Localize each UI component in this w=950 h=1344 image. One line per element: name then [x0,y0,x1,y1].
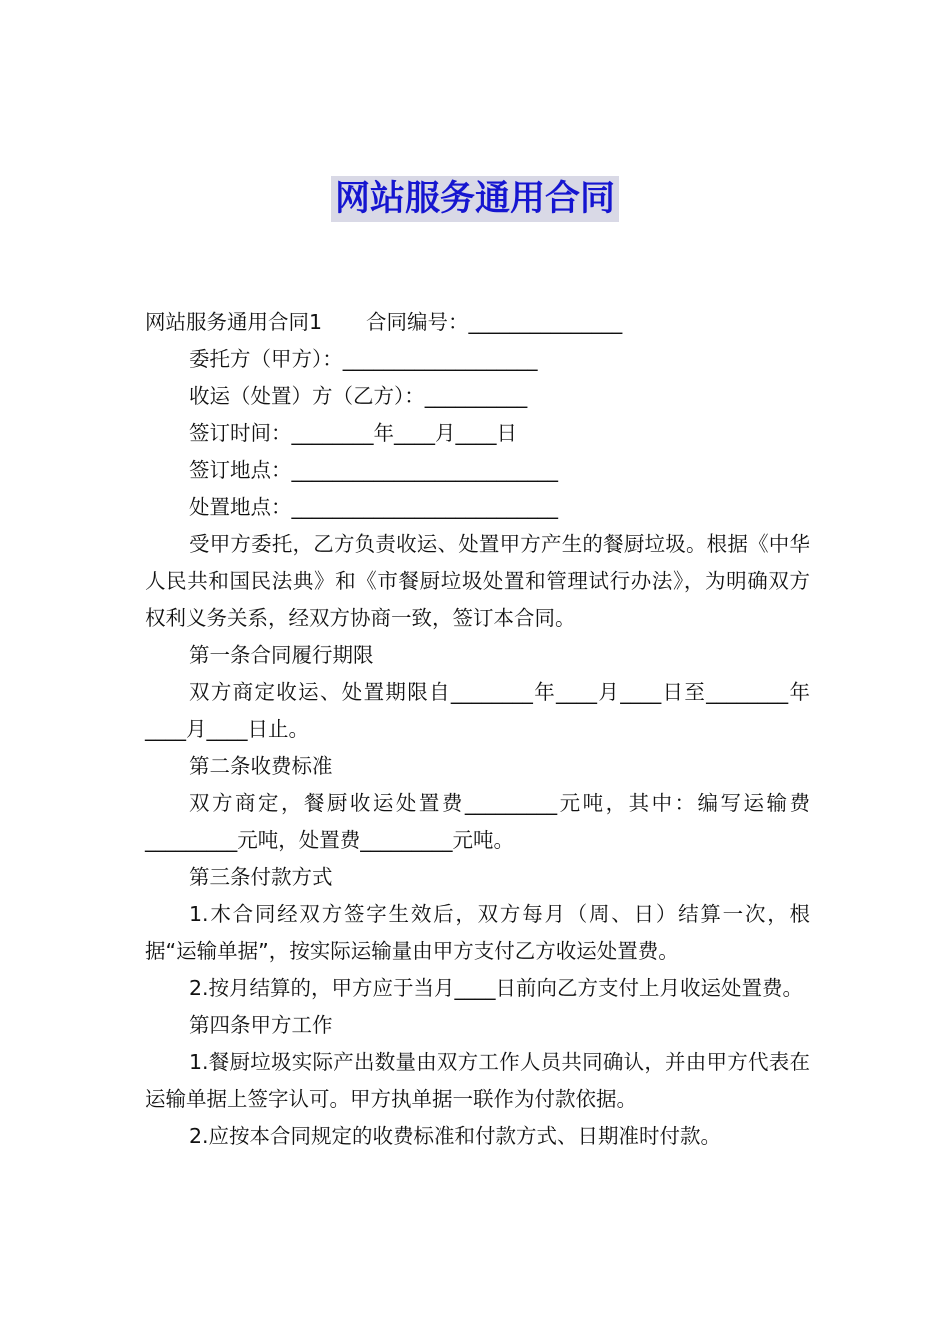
signing-place-field: 签订地点：__________________________ [189,458,558,482]
section-heading: 第一条合同履行期限 [189,643,374,667]
section-heading: 第二条收费标准 [189,754,333,778]
document-body [145,304,810,1155]
header-line [145,304,810,341]
section-paragraph: 1.餐厨垃圾实际产出数量由双方工作人员共同确认，并由甲方代表在运输单据上签字认可。甲方执单据一联作为付款依据。 [145,1050,810,1111]
section-heading: 第四条甲方工作 [189,1013,333,1037]
contract-number-field: 合同编号：_______________ [366,310,623,334]
disposal-place-field: 处置地点：__________________________ [189,495,558,519]
section-paragraph: 双方商定收运、处置期限自________年____月____日至________年____月____日止。 [145,680,810,741]
section-paragraph: 双方商定，餐厨收运处置费_________元吨，其中：编写运输费_________元吨，处置费_________元吨。 [145,791,810,852]
section-paragraph: 2.应按本合同规定的收费标准和付款方式、日期准时付款。 [189,1124,722,1148]
contract-name: 网站服务通用合同1 [145,310,323,334]
section-paragraph: 1.木合同经双方签字生效后，双方每月（周、日）结算一次，根据“运输单据”，按实际运输量由甲方支付乙方收运处置费。 [145,902,810,963]
intro-paragraph: 受甲方委托，乙方负责收运、处置甲方产生的餐厨垃圾。根据《中华人民共和国民法典》和《市餐厨垃圾处置和管理试行办法》，为明确双方权利义务关系，经双方协商一致，签订本合同。 [145,532,810,630]
signing-date-field: 签订时间：________年____月____日 [189,421,517,445]
document-title [0,176,950,222]
document-title-text: 网站服务通用合同 [331,176,619,222]
section-paragraph: 2.按月结算的，甲方应于当月____日前向乙方支付上月收运处置费。 [189,976,804,1000]
section-heading: 第三条付款方式 [189,865,333,889]
party-b-field: 收运（处置）方（乙方）：__________ [189,384,528,408]
party-a-field: 委托方（甲方）：___________________ [189,347,538,371]
